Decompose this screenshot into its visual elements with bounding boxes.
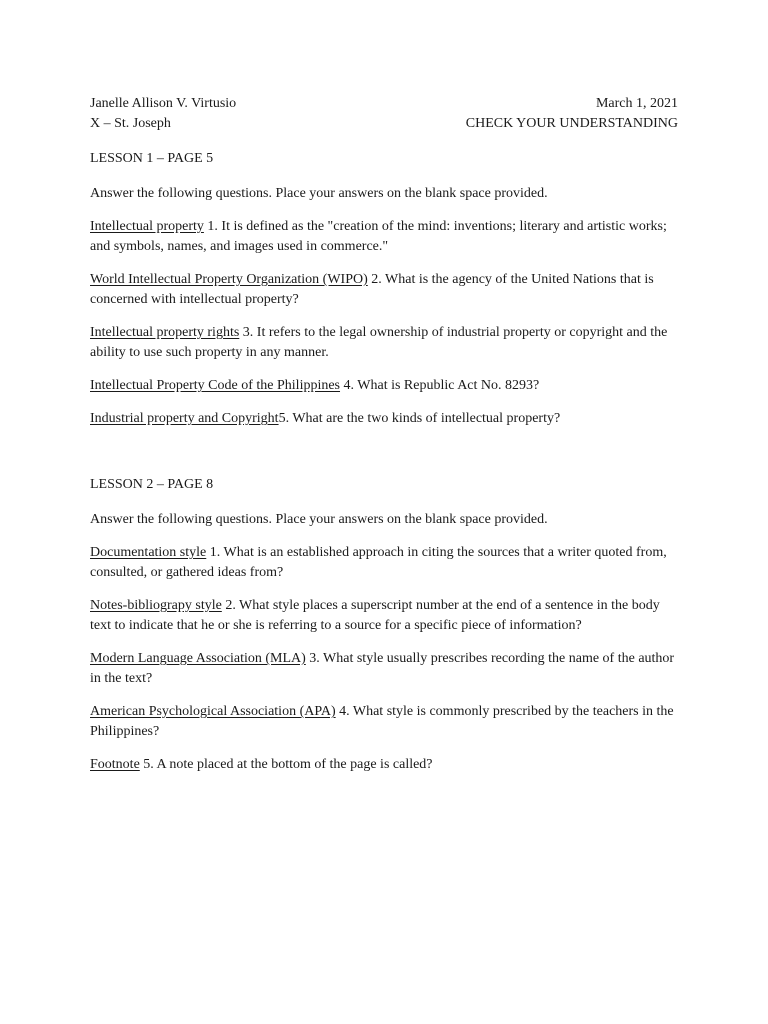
lesson-1-block (90, 149, 678, 429)
question-text: 5. A note placed at the bottom of the page is called? (139, 757, 433, 772)
question-text: 3. It refers to the legal ownership of industrial property or copyright and the ability to use such property in any manner. (90, 325, 668, 360)
answer-text: Notes-bibliograpy style (90, 598, 222, 613)
answer-text: World Intellectual Property Organization (WIPO) (90, 272, 368, 287)
question-text: 2. What style places a superscript number at the end of a sentence in the body text to indicate that he or she is referring to a source for a specific piece of information? (90, 598, 660, 633)
question-item (90, 755, 678, 775)
lesson-2-block (90, 475, 678, 775)
student-name: Janelle Allison V. Virtusio (90, 96, 237, 111)
answer-text: Intellectual property rights (90, 325, 240, 340)
question-item (90, 543, 678, 583)
lesson-heading: LESSON 2 – PAGE 8 (90, 477, 214, 492)
question-text: 2. What is the agency of the United Nations that is concerned with intellectual property? (90, 272, 654, 307)
answer-text: Documentation style (90, 545, 207, 560)
question-text: 3. What style usually prescribes recording the name of the author in the text? (90, 651, 675, 686)
question-text: 1. It is defined as the "creation of the mind: inventions; literary and artistic works; and symbols, names, and images used in commerce." (90, 219, 667, 254)
question-item (90, 596, 678, 636)
question-text: 4. What style is commonly prescribed by the teachers in the Philippines? (90, 704, 674, 739)
question-text: 5. What are the two kinds of intellectual property? (278, 411, 561, 426)
answer-text: Intellectual Property Code of the Philippines (90, 378, 341, 393)
answer-text: Intellectual property (90, 219, 204, 234)
question-text: 4. What is Republic Act No. 8293? (340, 378, 540, 393)
question-text: 1. What is an established approach in citing the sources that a writer quoted from, consulted, or gathered ideas from? (90, 545, 667, 580)
answer-text: Modern Language Association (MLA) (90, 651, 306, 666)
lesson-instruction: Answer the following questions. Place your answers on the blank space provided. (90, 186, 548, 201)
question-item (90, 409, 678, 429)
lesson-instruction: Answer the following questions. Place your answers on the blank space provided. (90, 512, 548, 527)
answer-text: Footnote (90, 757, 140, 772)
header-row-1 (90, 94, 678, 114)
answer-text: American Psychological Association (APA) (90, 704, 336, 719)
question-item (90, 323, 678, 363)
section-name: X – St. Joseph (90, 116, 171, 131)
question-item (90, 376, 678, 396)
question-item (90, 217, 678, 257)
answer-text: Industrial property and Copyright (90, 411, 279, 426)
date: March 1, 2021 (595, 96, 678, 111)
header-row-2 (90, 114, 678, 134)
lesson-heading: LESSON 1 – PAGE 5 (90, 151, 214, 166)
question-item (90, 649, 678, 689)
activity-title: CHECK YOUR UNDERSTANDING (465, 116, 678, 131)
question-item (90, 702, 678, 742)
question-item (90, 270, 678, 310)
